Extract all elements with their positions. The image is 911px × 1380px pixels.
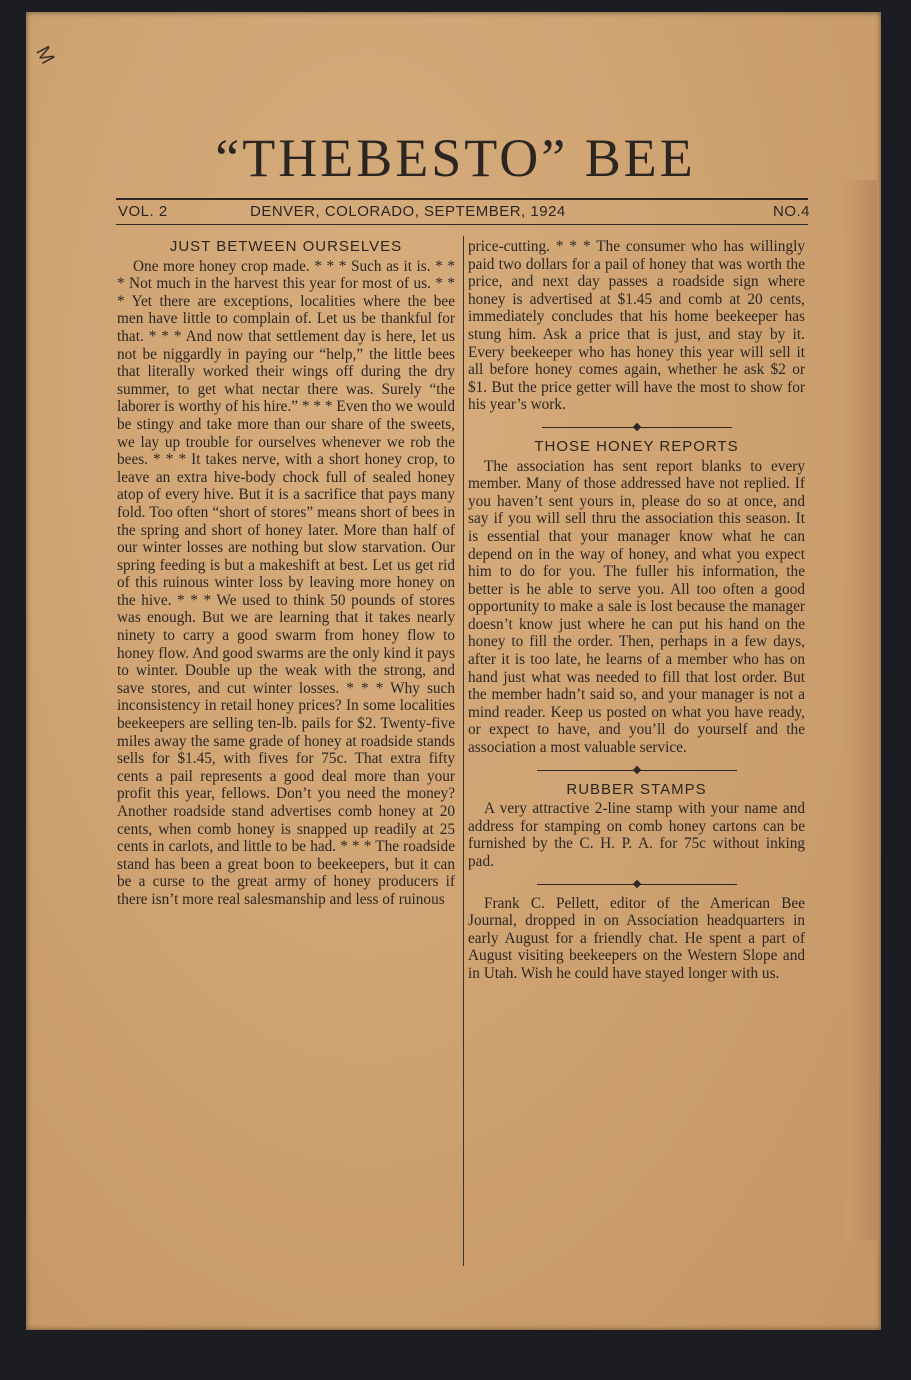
masthead-bottom-rule <box>116 224 808 225</box>
just-between-ourselves-body: One more honey crop made. * * * Such as it is. * * * Not much in the harvest this year for most of us. * * * Yet there are exceptions, localities where the bee men have little to complain of. Let us be thankful for that. * * * And now that settlement day is here, let us not be niggardly in paying our “help,” the little bees that literally worked their wings off during the dry summer, to get what nectar there was. Surely “the laborer is worthy of his hire.” * * * Even tho we would be stingy and take more than our share of the sweets, we lay up trouble for ourselves whenever we rob the bees. * * * It takes nerve, with a short honey crop, to leave an extra hive-body chock full of sealed honey atop of every hive. But it is a sacrifice that pays many fold. Too often “short of stores” means short of bees in the spring and short of honey later. More than half of our winter losses are nothing but slow starvation. Our spring feeding is but a makeshift at best. Let us get rid of this ruinous winter loss by leaving more honey on the hive. * * * We used to think 50 pounds of stores was enough. But we are learning that it takes nearly ninety to carry a good swarm from honey flow to honey flow. And good swarms are the only kind it pays to winter. Double up the weak with the strong, and save stores, and cut winter losses. * * * Why such inconsistency in retail honey prices? In some localities beekeepers are selling ten-lb. pails for $2. Twenty-five miles away the same grade of honey at roadside stands sells for $1.45, with fives for 75c. That extra fifty cents a pail represents a good deal more than your profit this year, fellows. Don’t you need the money? Another roadside stand advertises comb honey at 20 cents, when comb honey is snapped up readily at 25 cents in carlots, and little to be had. * * * The roadside stand has been a great boon to beekeepers, but it can be a curse to the great army of honey producers if there isn’t more real salesmanship and less of ruinous <box>117 257 455 908</box>
rubber-stamps-body: A very attractive 2-line stamp with your name and address for stamping on comb honey cartons can be furnished by the C. H. P. A. for 75c without inking pad. <box>468 800 805 870</box>
volume-number: VOL. 2 <box>118 203 168 220</box>
section-divider <box>537 763 737 777</box>
dateline: DENVER, COLORADO, SEPTEMBER, 1924 <box>250 203 566 220</box>
page-edge <box>845 180 877 1240</box>
left-column <box>117 238 455 909</box>
pellett-visit-body: Frank C. Pellett, editor of the American Bee Journal, dropped in on Association headquarters in early August for a friendly chat. He spent a part of August visiting beekeepers on the Western Slope and in Utah. Wish he could have stayed longer with us. <box>468 894 805 982</box>
handwritten-mark: M <box>31 42 59 68</box>
volume-line <box>118 203 810 223</box>
section-divider <box>542 420 732 434</box>
honey-reports-body: The association has sent report blanks to every member. Many of those addressed have not replied. If you haven’t sent yours in, please do so at once, and say if you will sell thru the association this season. It is essential that your manager know what he can depend on in the way of honey, and what you expect him to do for you. The fuller his information, the better is he able to serve you. All too often a good opportunity to make a sale is lost because the manager doesn’t know just where he can put his hand on the honey to fill the order. Then, perhaps in a few days, after it is too late, he learns of a member who has on hand just what was needed to fill that lost order. But the member hadn’t said so, and your manager is not a mind reader. Keep us posted on what you have ready, or expect to have, and you’ll do yourself and the association a most valuable service. <box>468 457 805 757</box>
right-column <box>468 238 805 983</box>
issue-number: NO.4 <box>772 203 810 220</box>
masthead-top-rule <box>116 198 808 200</box>
section-divider <box>537 877 737 891</box>
honey-reports-heading: THOSE HONEY REPORTS <box>534 437 739 455</box>
column-divider <box>463 236 464 1266</box>
masthead-title: “THEBESTO” BEE <box>215 128 696 188</box>
just-between-ourselves-heading: JUST BETWEEN OURSELVES <box>169 238 403 255</box>
rubber-stamps-heading: RUBBER STAMPS <box>566 780 707 798</box>
price-cutting-continued: price-cutting. * * * The consumer who has willingly paid two dollars for a pail of honey that was worth the price, and next day passes a roadside sign where honey is advertised at $1.45 and comb at 20 cents, immediately concludes that his home beekeeper has stung him. Ask a price that is just, and stay by it. Every beekeeper who has honey this year will sell it all before honey comes again, whether he ask $2 or $1. But the price getter will have the most to show for his year’s work. <box>468 238 805 414</box>
